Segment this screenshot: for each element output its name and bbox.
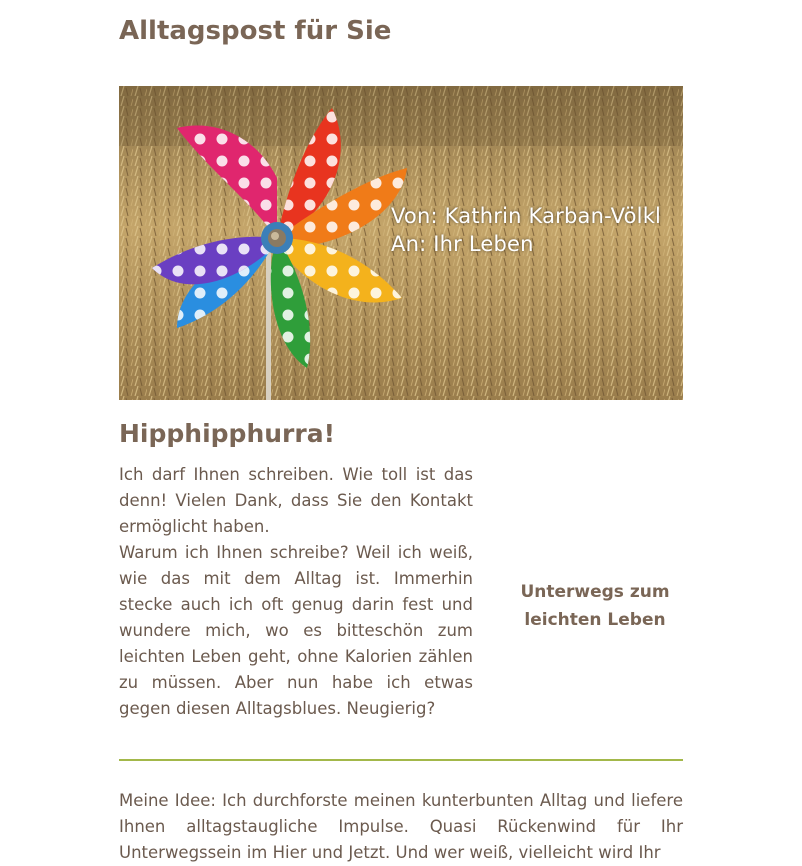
body-text	[119, 788, 683, 866]
hero-caption-to: An: Ihr Leben	[391, 232, 534, 256]
intro-paragraph-2: Warum ich Ihnen schreibe? Weil ich weiß, wie das mit dem Alltag ist. Immerhin stecke auch ich oft genug darin fest und wundere mich, wo es bitteschön zum leichten Leben geht, ohne Kalorien zählen zu müssen. Aber nun habe ich etwas gegen diesen Alltagsblues. Neugierig?	[119, 543, 473, 718]
aside-tagline: Unterwegs zum leichten Leben	[520, 582, 670, 630]
hero-image	[119, 86, 683, 400]
section-heading: Hipphipphurra!	[119, 419, 335, 448]
site-title: Alltagspost für Sie	[119, 16, 392, 46]
intro-text	[119, 462, 473, 722]
section-divider	[119, 759, 683, 761]
hero-caption-from: Von: Kathrin Karban-Völkl	[391, 204, 662, 228]
intro-paragraph-1: Ich darf Ihnen schreiben. Wie toll ist das denn! Vielen Dank, dass Sie den Kontakt ermöglicht haben.	[119, 465, 473, 536]
hero-caption	[391, 202, 661, 258]
body-paragraph-1: Meine Idee: Ich durchforste meinen kunterbunten Alltag und liefere Ihnen alltagstaugliche Impulse. Quasi Rückenwind für Ihr Unterwegssein im Hier und Jetzt. Und wer weiß, vielleicht wird Ihr	[119, 791, 683, 862]
